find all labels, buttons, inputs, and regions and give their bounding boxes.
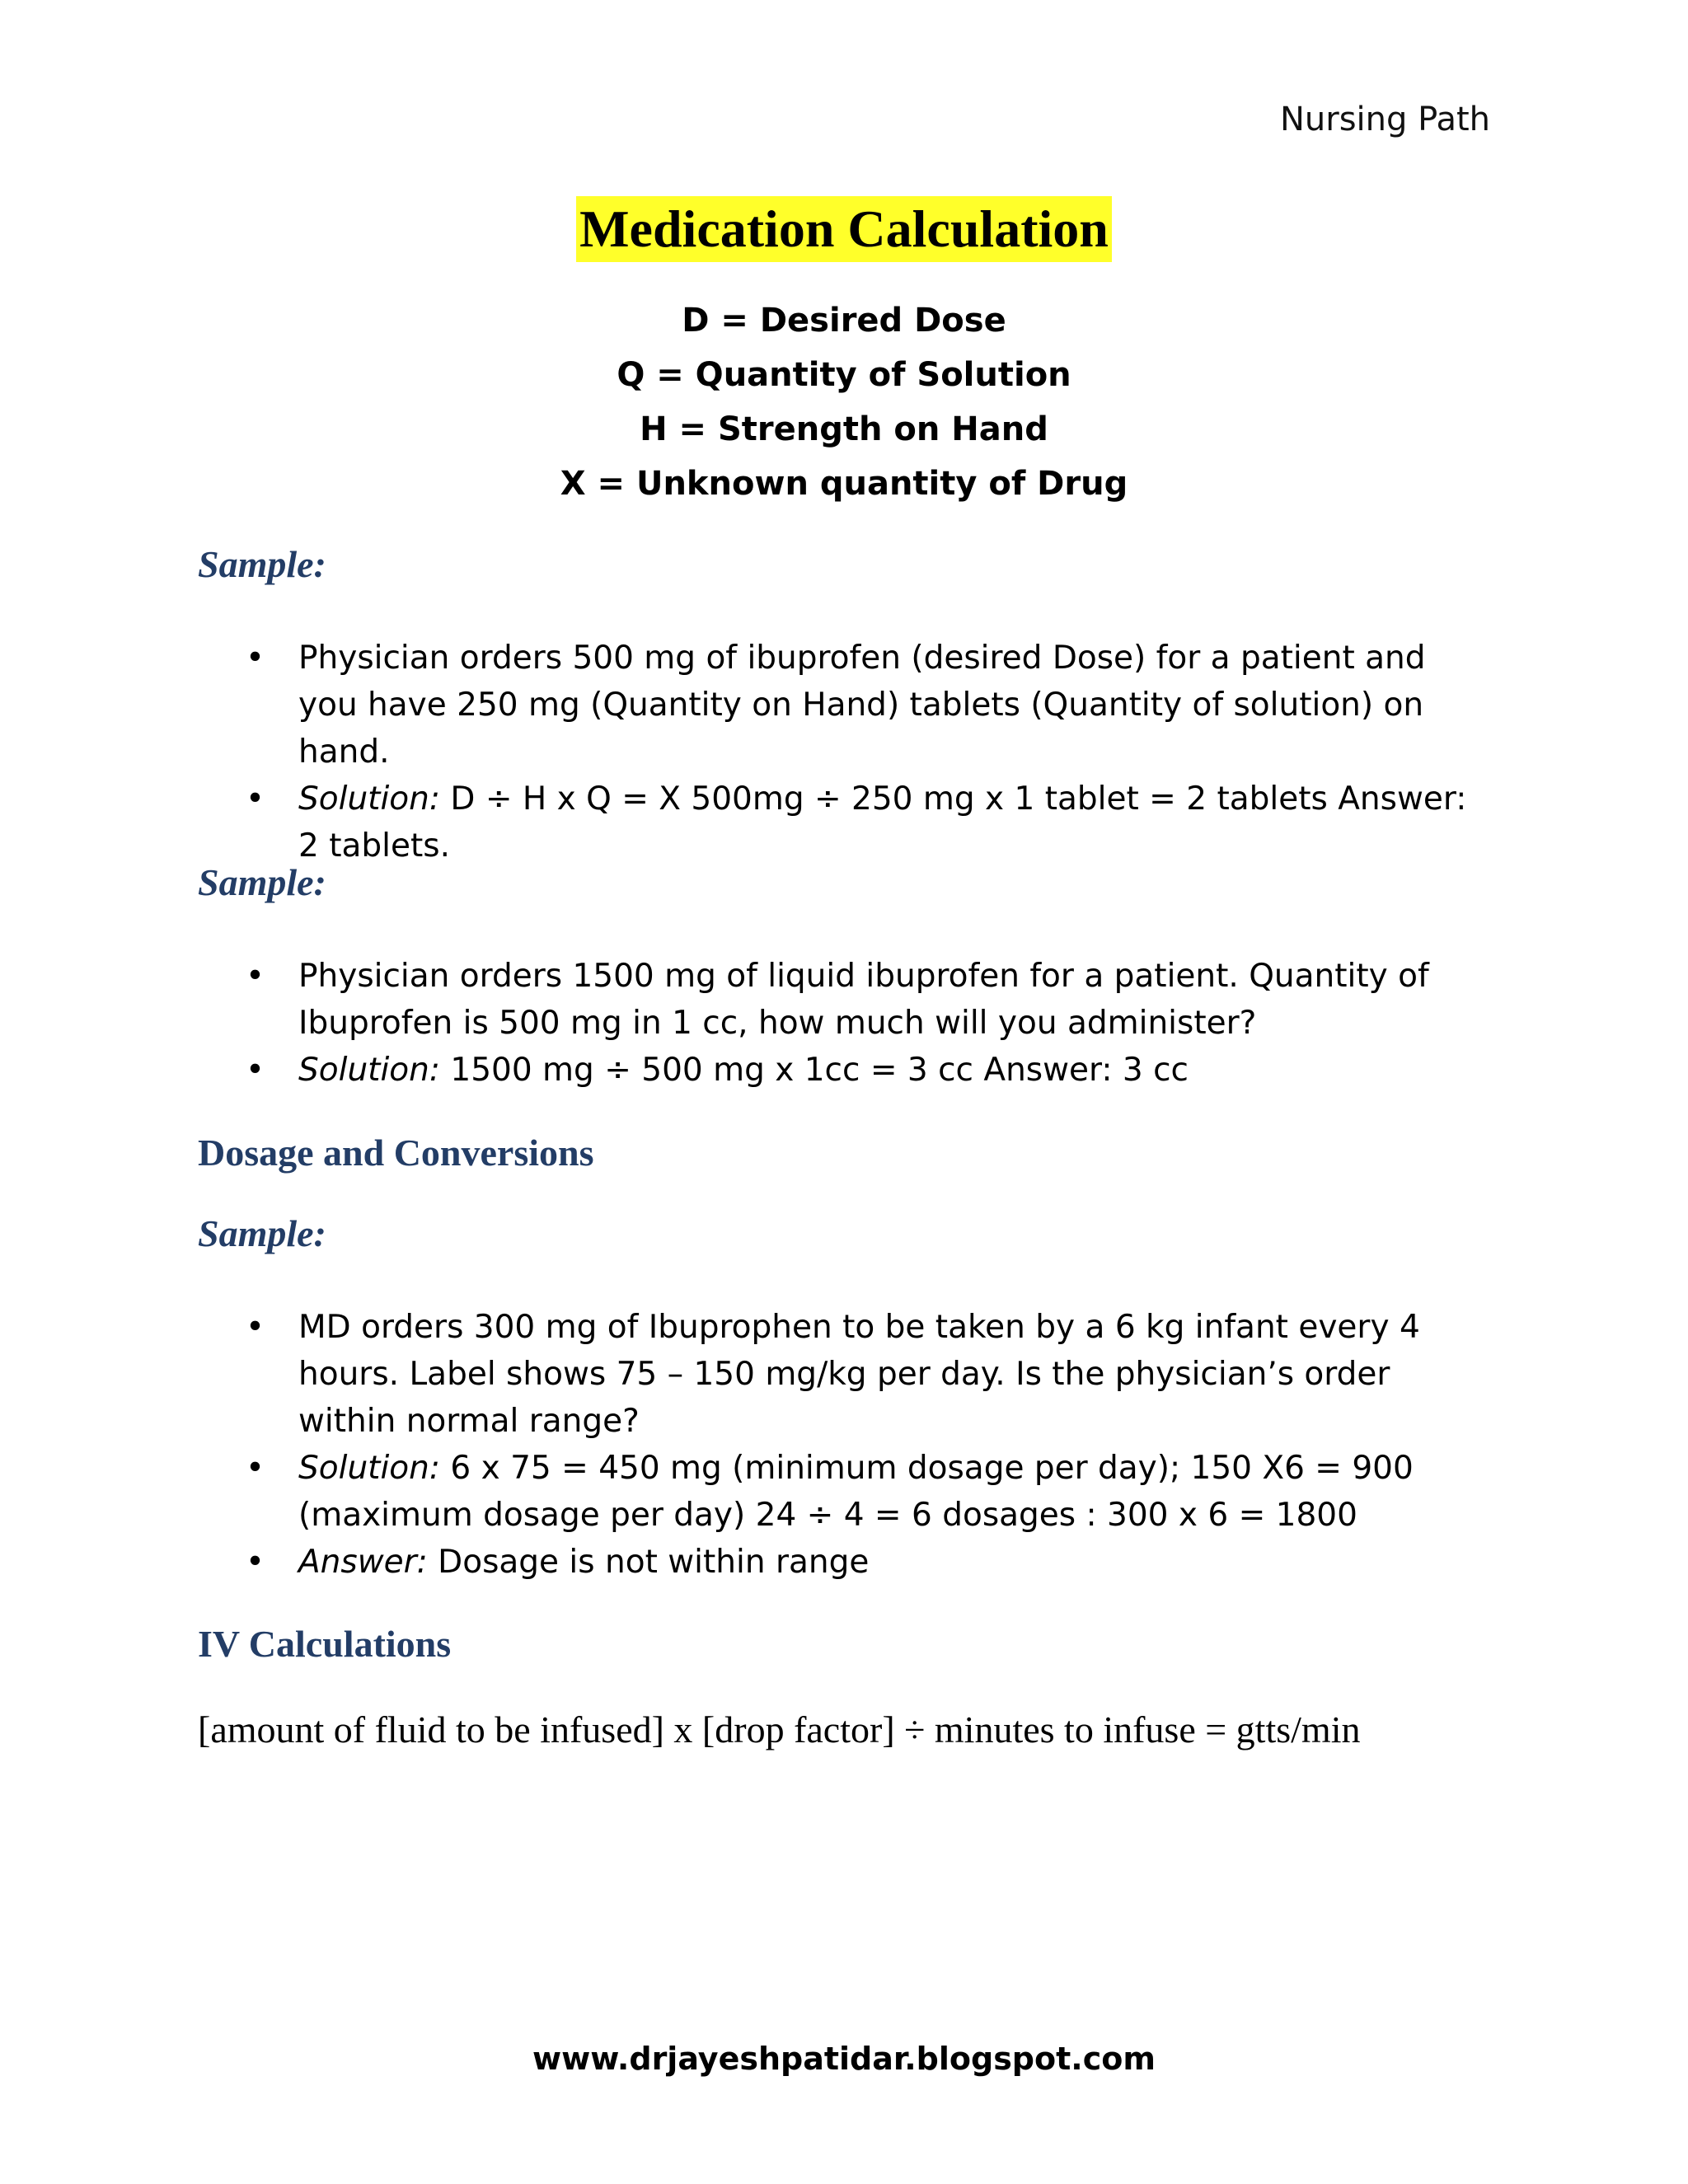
sample-heading-1: Sample: [198, 543, 326, 585]
definition-h: H = Strength on Hand [640, 410, 1048, 448]
list-item-text: 1500 mg ÷ 500 mg x 1cc = 3 cc Answer: 3 cc [440, 1052, 1189, 1089]
definitions-block [0, 293, 1688, 511]
list-item [198, 1047, 1484, 1094]
definition-q: Q = Quantity of Solution [617, 356, 1071, 394]
bullet-icon: • [246, 640, 265, 677]
title-container [0, 196, 1688, 262]
sample-heading-2: Sample: [198, 861, 326, 903]
page-title: Medication Calculation [576, 196, 1112, 262]
bullet-icon: • [246, 1052, 265, 1089]
list-item-lead: Solution: [298, 1052, 441, 1089]
list-item-lead: Solution: [298, 1450, 441, 1487]
list-item-text: 6 x 75 = 450 mg (minimum dosage per day); 150 X6 = 900 (maximum dosage per day) 24 ÷ 4 = 6 dosages : 300 x 6 = 1800 [298, 1450, 1414, 1534]
definition-x: X = Unknown quantity of Drug [560, 465, 1128, 503]
sample-list-3 [198, 1304, 1484, 1586]
list-item-lead: Answer: [298, 1544, 428, 1581]
list-item [198, 635, 1484, 776]
bullet-icon: • [246, 958, 265, 995]
list-item [198, 1445, 1484, 1539]
bullet-icon: • [246, 780, 265, 818]
sample-list-2 [198, 953, 1484, 1094]
bullet-icon: • [246, 1450, 265, 1487]
dosage-heading: Dosage and Conversions [198, 1132, 594, 1174]
list-item [198, 1304, 1484, 1445]
bullet-icon: • [246, 1544, 265, 1581]
header-site-name: Nursing Path [1280, 101, 1490, 138]
list-item-text: Physician orders 500 mg of ibuprofen (desired Dose) for a patient and you have 250 mg (Quantity on Hand) tablets (Quantity of solution) on hand. [298, 640, 1426, 771]
list-item-text: MD orders 300 mg of Ibuprophen to be taken by a 6 kg infant every 4 hours. Label shows 75 – 150 mg/kg per day. Is the physician’s order within normal range? [298, 1309, 1420, 1440]
list-item-text: Dosage is not within range [427, 1544, 870, 1581]
sample-list-1 [198, 635, 1484, 869]
footer-url: www.drjayeshpatidar.blogspot.com [532, 2041, 1156, 2077]
list-item-text: Physician orders 1500 mg of liquid ibuprofen for a patient. Quantity of Ibuprofen is 500 mg in 1 cc, how much will you administer? [298, 958, 1429, 1042]
list-item [198, 776, 1484, 869]
iv-formula: [amount of fluid to be infused] x [drop factor] ÷ minutes to infuse = gtts/min [198, 1708, 1361, 1750]
sample-heading-3: Sample: [198, 1212, 326, 1254]
list-item [198, 1539, 1484, 1586]
iv-heading: IV Calculations [198, 1623, 452, 1665]
bullet-icon: • [246, 1309, 265, 1346]
list-item-lead: Solution: [298, 780, 441, 818]
definition-d: D = Desired Dose [682, 302, 1006, 340]
list-item [198, 953, 1484, 1047]
list-item-text: D ÷ H x Q = X 500mg ÷ 250 mg x 1 tablet = 2 tablets Answer: 2 tablets. [298, 780, 1467, 865]
